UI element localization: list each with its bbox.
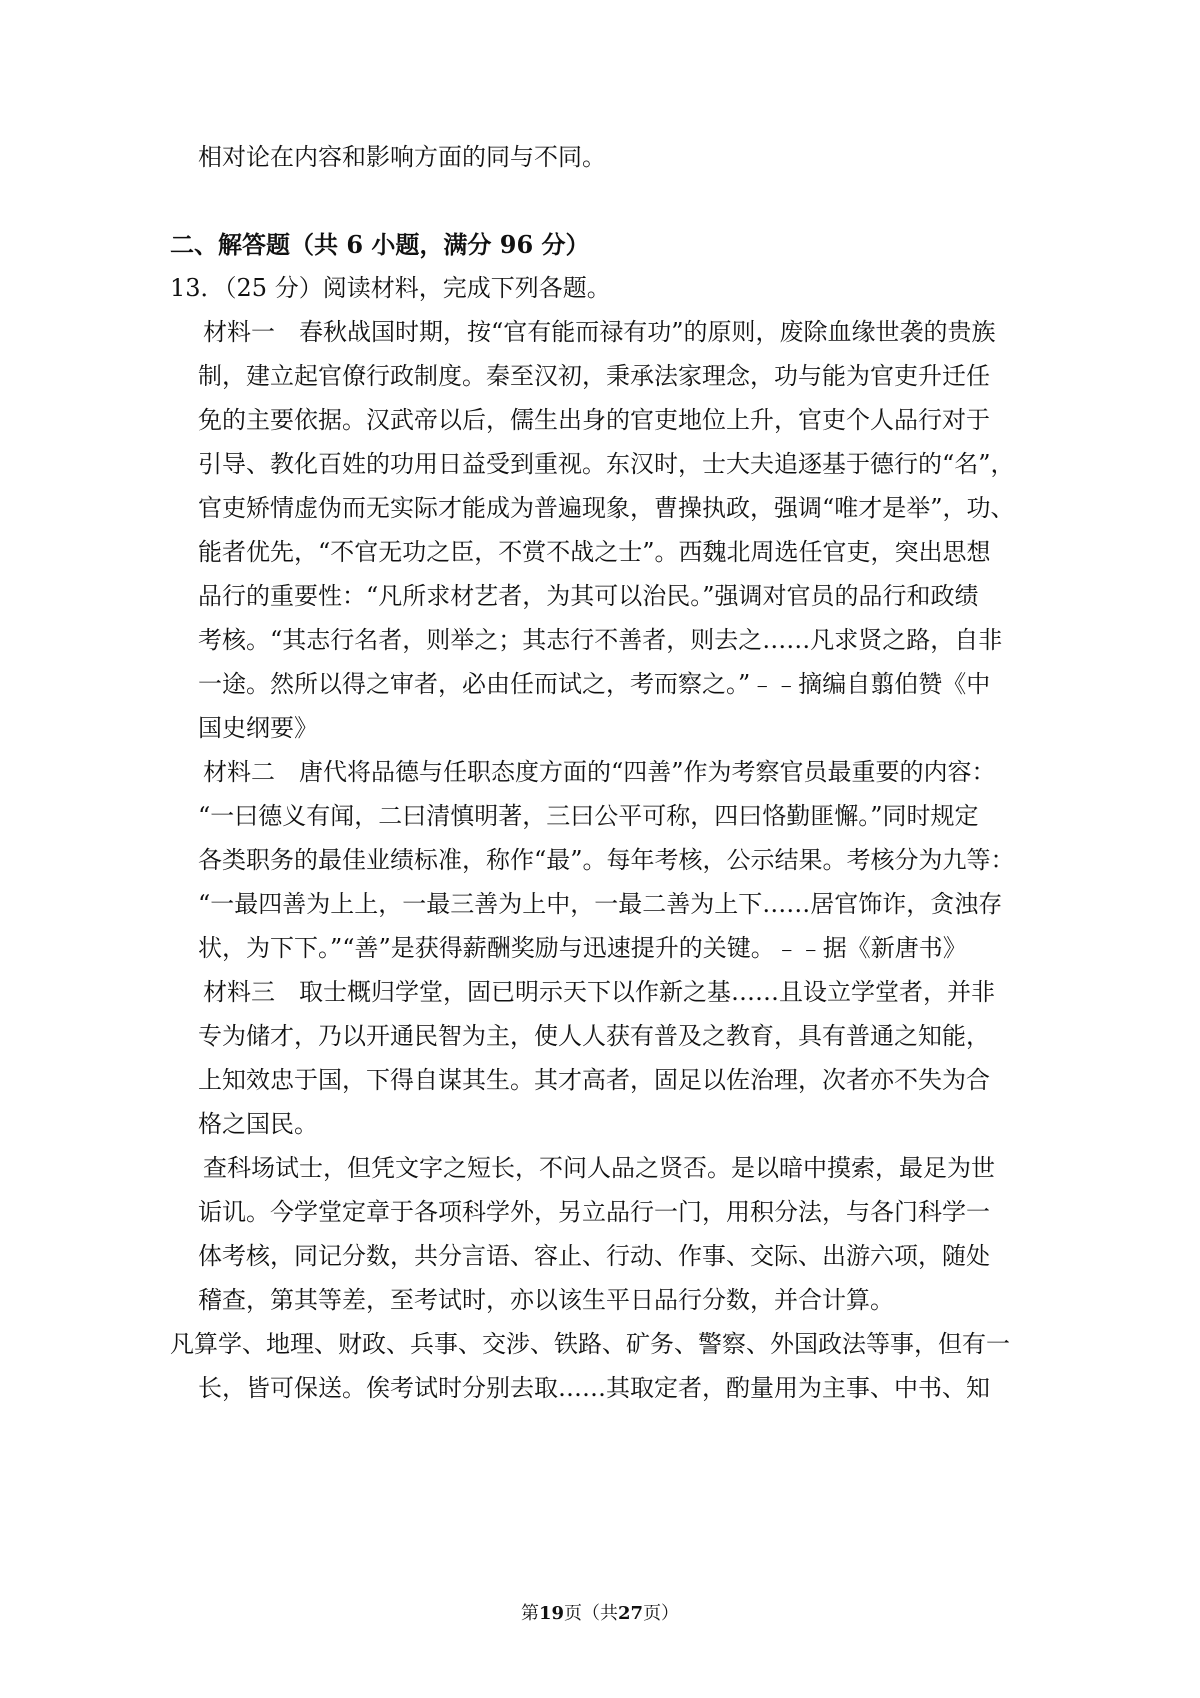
- text-line: “一曰德义有闻，二曰清慎明著，三曰公平可称，四曰恪勤匪懈。”同时规定: [198, 802, 979, 830]
- text-line: 材料二 唐代将品德与任职态度方面的“四善”作为考察官员最重要的内容：: [203, 758, 996, 786]
- question-header: 13．（25 分）阅读材料，完成下列各题。: [170, 274, 611, 302]
- text-line: 品行的重要性：“凡所求材艺者，为其可以治民。”强调对官员的品行和政绩: [198, 582, 979, 610]
- text-line: 材料一 春秋战国时期，按“官有能而禄有功”的原则，废除血缘世袭的贵族: [203, 318, 996, 346]
- text-line: 制，建立起官僚行政制度。秦至汉初，秉承法家理念，功与能为官吏升迁任: [198, 362, 990, 390]
- text-line: 诟讥。今学堂定章于各项科学外，另立品行一门，用积分法，与各门科学一: [198, 1198, 990, 1226]
- section-heading: 二、解答题（共 6 小题，满分 96 分）: [170, 230, 590, 259]
- footer-middle: 页（共: [564, 1603, 618, 1624]
- text-line: “一最四善为上上，一最三善为上中，一最二善为上下……居官饰诈，贪浊存: [198, 890, 1003, 918]
- text-line: 相对论在内容和影响方面的同与不同。: [198, 143, 606, 171]
- text-line: 考核。“其志行名者，则举之；其志行不善者，则去之……凡求贤之路，自非: [198, 626, 1003, 654]
- text-line: 各类职务的最佳业绩标准，称作“最”。每年考核，公示结果。考核分为九等：: [198, 846, 1015, 874]
- footer-prefix: 第: [520, 1603, 539, 1624]
- text-line: 国史纲要》: [198, 714, 318, 742]
- text-line: 材料三 取士概归学堂，固已明示天下以作新之基……且设立学堂者，并非: [203, 978, 995, 1006]
- text-line: 凡算学、地理、财政、兵事、交涉、铁路、矿务、警察、外国政法等事，但有一: [170, 1330, 1010, 1358]
- text-line: 上知效忠于国，下得自谋其生。其才高者，固足以佐治理，次者亦不失为合: [198, 1066, 990, 1094]
- text-line: 官吏矫情虚伪而无实际才能成为普遍现象，曹操执政，强调“唯才是举”，功、: [198, 494, 1015, 522]
- text-line: 一途。然所以得之审者，必由任而试之，考而察之。”﹣﹣摘编自翦伯赞《中: [198, 670, 991, 698]
- page-footer: [0, 1602, 1200, 1626]
- text-line: 格之国民。: [198, 1110, 318, 1138]
- text-line: 免的主要依据。汉武帝以后，儒生出身的官吏地位上升，官吏个人品行对于: [198, 406, 990, 434]
- text-line: 体考核，同记分数，共分言语、容止、行动、作事、交际、出游六项，随处: [198, 1242, 990, 1270]
- text-line: 稽查，第其等差，至考试时，亦以该生平日品行分数，并合计算。: [198, 1286, 894, 1314]
- text-line: 状，为下下。”“善”是获得薪酬奖励与迅速提升的关键。﹣﹣据《新唐书》: [198, 934, 967, 962]
- text-line: 查科场试士，但凭文字之短长，不问人品之贤否。是以暗中摸索，最足为世: [203, 1154, 995, 1182]
- text-line: 专为储才，乃以开通民智为主，使人人获有普及之教育，具有普通之知能，: [198, 1022, 990, 1050]
- footer-suffix: 页）: [643, 1603, 680, 1624]
- text-line: 长，皆可保送。俟考试时分别去取……其取定者，酌量用为主事、中书、知: [198, 1374, 990, 1402]
- current-page-number: 19: [538, 1603, 564, 1624]
- total-page-number: 27: [618, 1603, 644, 1624]
- text-line: 能者优先，“不官无功之臣，不赏不战之士”。西魏北周选任官吏，突出思想: [198, 538, 991, 566]
- text-line: 引导、教化百姓的功用日益受到重视。东汉时，士大夫追逐基于德行的“名”，: [198, 450, 1015, 478]
